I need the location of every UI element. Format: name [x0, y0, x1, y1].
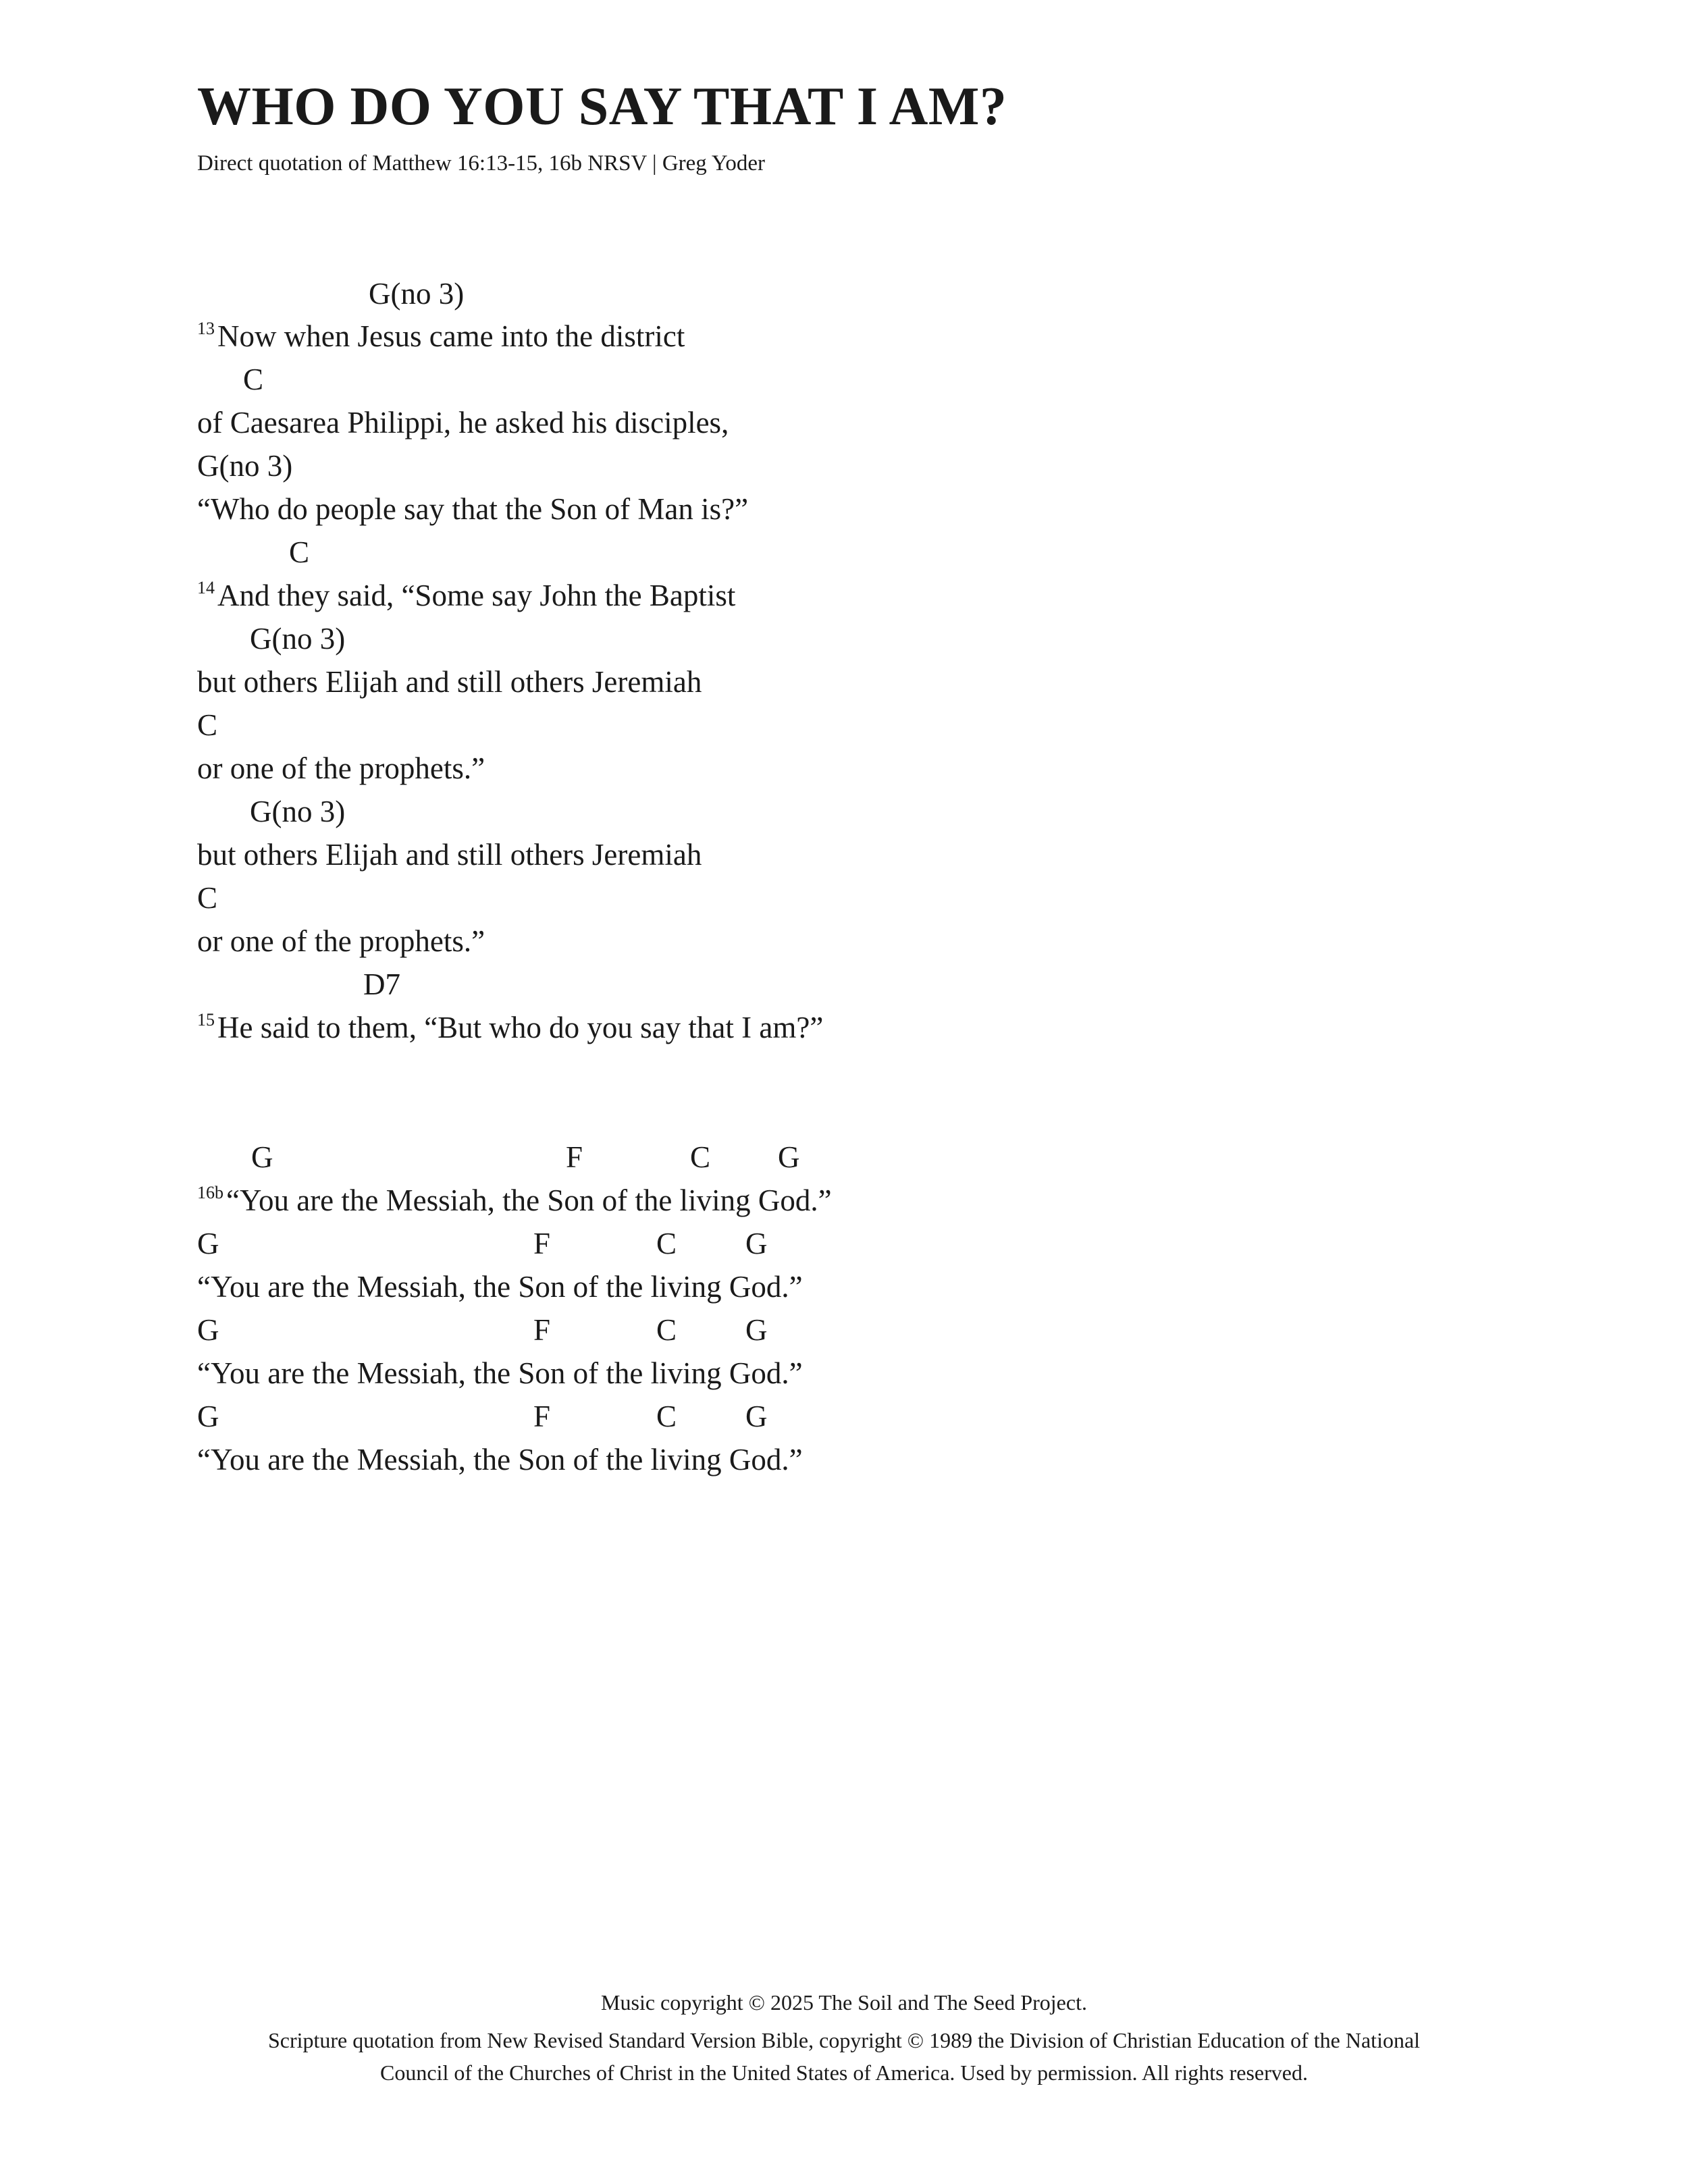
chord: G [745, 1227, 768, 1260]
chord: F [533, 1400, 551, 1433]
lyric-line [197, 921, 485, 961]
chord-row [0, 359, 1688, 400]
chord: F [533, 1227, 551, 1260]
chord: C [656, 1400, 677, 1433]
lyric-text: “Who do people say that the Son of Man is?” [197, 492, 749, 526]
chord: G [197, 1313, 219, 1347]
lyric-line [197, 1180, 832, 1221]
chord: G [197, 1227, 219, 1260]
lyric-text: of Caesarea Philippi, he asked his disciples, [197, 406, 729, 440]
lyric-line [197, 489, 748, 529]
lyric-line [197, 1267, 803, 1307]
lyric-line [197, 1353, 803, 1393]
chord: C [656, 1313, 677, 1347]
lyric-text: Now when Jesus came into the district [217, 319, 685, 353]
lyric-line [197, 662, 702, 702]
lyric-line [197, 575, 735, 616]
chord: G(no 3) [369, 277, 465, 311]
chord-row [0, 791, 1688, 832]
lyric-text: “You are the Messiah, the Son of the living God.” [197, 1270, 803, 1304]
chord: G [197, 1400, 219, 1433]
song-title: WHO DO YOU SAY THAT I AM? [197, 77, 1007, 136]
footer-scripture-line2: Council of the Churches of Christ in the United States of America. Used by permission. All rights reserved. [380, 2060, 1308, 2085]
chord-row [0, 705, 1688, 745]
lyric-text: He said to them, “But who do you say that I am?” [217, 1011, 824, 1044]
chord-row [0, 1310, 1688, 1350]
chord: C [690, 1140, 711, 1174]
chord-row [0, 1137, 1688, 1177]
chord: C [197, 881, 218, 915]
chord: C [243, 363, 264, 396]
verse-number: 15 [197, 1010, 215, 1030]
lyric-line [197, 316, 685, 356]
footer-scripture-line1: Scripture quotation from New Revised Standard Version Bible, copyright © 1989 the Division of Christian Education of the National [267, 2028, 1421, 2052]
lyric-text: but others Elijah and still others Jeremiah [197, 665, 702, 699]
chord: G(no 3) [250, 795, 346, 828]
chord: F [533, 1313, 551, 1347]
chord: C [197, 708, 218, 742]
footer-copyright: Music copyright © 2025 The Soil and The Seed Project. [601, 1990, 1087, 2015]
lyric-text: “You are the Messiah, the Son of the living God.” [226, 1183, 832, 1217]
lyric-text: “You are the Messiah, the Son of the living God.” [197, 1356, 803, 1390]
chord: G(no 3) [197, 449, 293, 483]
lyric-line [197, 1439, 803, 1480]
chord: F [566, 1140, 583, 1174]
lyric-text: or one of the prophets.” [197, 924, 485, 958]
chord: G(no 3) [250, 622, 346, 656]
chord: G [745, 1313, 768, 1347]
chord-row [0, 964, 1688, 1005]
song-subtitle: Direct quotation of Matthew 16:13-15, 16b NRSV | Greg Yoder [197, 151, 766, 176]
chord: C [289, 535, 310, 569]
chord-row [0, 532, 1688, 572]
verse-number: 13 [197, 319, 215, 338]
lyric-text: or one of the prophets.” [197, 751, 485, 785]
chord-row [0, 446, 1688, 486]
chord-row [0, 273, 1688, 314]
chord: C [656, 1227, 677, 1260]
lyric-text: “You are the Messiah, the Son of the living God.” [197, 1443, 803, 1476]
chord-row [0, 1396, 1688, 1437]
lyric-text: but others Elijah and still others Jeremiah [197, 838, 702, 872]
verse-number: 16b [197, 1183, 223, 1202]
chord: G [778, 1140, 800, 1174]
chord: G [251, 1140, 273, 1174]
chord: D7 [363, 967, 400, 1001]
chord-row [0, 618, 1688, 659]
lyric-line [197, 402, 729, 443]
lyric-line [197, 748, 485, 789]
chord-row [0, 1223, 1688, 1264]
chord-row [0, 878, 1688, 918]
lyric-text: And they said, “Some say John the Baptist [217, 579, 736, 612]
lyric-line [197, 834, 702, 875]
chord: G [745, 1400, 768, 1433]
lyric-line [197, 1007, 823, 1048]
verse-number: 14 [197, 578, 215, 597]
